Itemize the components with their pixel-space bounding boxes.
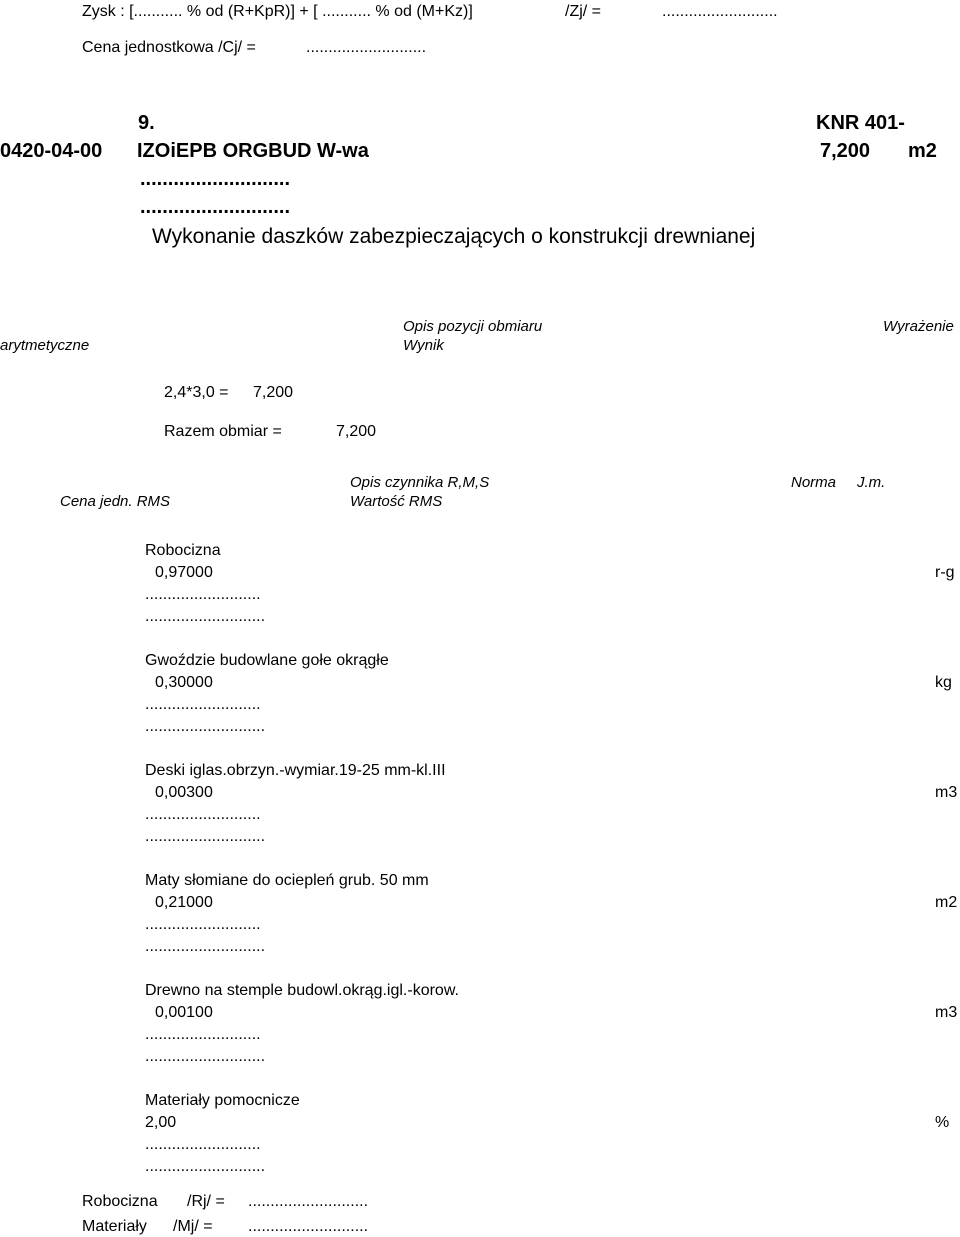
- rms-item-cena: ..........................: [145, 586, 261, 603]
- zysk-line: Zysk : [........... % od (R+KpR)] + [ ........... % od (M+Kz)]: [82, 3, 473, 20]
- footer-materialy-label: Materiały: [82, 1218, 147, 1235]
- rms-item-wartosc: ...........................: [145, 1048, 266, 1065]
- col-opis-czynnika: Opis czynnika R,M,S: [350, 474, 490, 491]
- rms-item-unit: m3: [935, 784, 958, 801]
- cena-jednostkowa-label: Cena jednostkowa /Cj/ =: [82, 39, 256, 56]
- rms-item-cena: ..........................: [145, 806, 261, 823]
- rms-item-unit: %: [935, 1114, 950, 1131]
- knr-source: IZOiEPB ORGBUD W-wa: [137, 140, 369, 162]
- rms-item-name: Gwoździe budowlane gołe okrągłe: [145, 652, 389, 669]
- rms-item-norma: 2,00: [145, 1114, 177, 1131]
- measurement-total-label: Razem obmiar =: [164, 423, 282, 440]
- rms-item-name: Drewno na stemple budowl.okrąg.igl.-korow.: [145, 982, 459, 999]
- rms-item-norma: 0,21000: [155, 894, 213, 911]
- position-unit: m2: [908, 140, 937, 162]
- rms-item-unit: r-g: [935, 564, 955, 581]
- rms-item-cena: ..........................: [145, 1136, 261, 1153]
- measurement-total-value: 7,200: [336, 423, 377, 440]
- rms-item-wartosc: ...........................: [145, 938, 266, 955]
- rms-item-wartosc: ...........................: [145, 828, 266, 845]
- col-norma: Norma: [791, 474, 837, 491]
- measurement-expression: 2,4*3,0 =: [164, 384, 229, 401]
- footer-robocizna-value: ...........................: [248, 1193, 369, 1210]
- rms-item-name: Robocizna: [145, 542, 221, 559]
- footer-robocizna-label: Robocizna: [82, 1193, 158, 1210]
- rms-item-wartosc: ...........................: [145, 1158, 266, 1175]
- knr-code: 0420-04-00: [0, 140, 103, 162]
- rms-item-cena: ..........................: [145, 696, 261, 713]
- col-cena-jedn-rms: Cena jedn. RMS: [60, 493, 171, 510]
- position-quantity: 7,200: [820, 140, 871, 162]
- rms-item-unit: kg: [935, 674, 952, 691]
- col-arytmetyczne: arytmetyczne: [0, 337, 90, 354]
- rms-item-norma: 0,00100: [155, 1004, 213, 1021]
- cena-jednostkowa-value: ...........................: [306, 39, 427, 56]
- position-number: 9.: [138, 112, 155, 134]
- position-description: Wykonanie daszków zabezpieczających o konstrukcji drewnianej: [152, 225, 756, 248]
- rms-item-wartosc: ...........................: [145, 718, 266, 735]
- rms-item-cena: ..........................: [145, 916, 261, 933]
- price-dots-1: ...........................: [140, 168, 291, 190]
- rms-item-unit: m3: [935, 1004, 958, 1021]
- rms-item-name: Materiały pomocnicze: [145, 1092, 300, 1109]
- footer-robocizna-code: /Rj/ =: [187, 1193, 225, 1210]
- rms-item-norma: 0,30000: [155, 674, 213, 691]
- col-wartosc-rms: Wartość RMS: [350, 493, 443, 510]
- footer-materialy-value: ...........................: [248, 1218, 369, 1235]
- col-opis-pozycji: Opis pozycji obmiaru: [403, 318, 543, 335]
- zj-value: ..........................: [662, 3, 778, 20]
- rms-item-cena: ..........................: [145, 1026, 261, 1043]
- rms-item-name: Maty słomiane do ociepleń grub. 50 mm: [145, 872, 429, 889]
- footer-materialy-code: /Mj/ =: [173, 1218, 213, 1235]
- rms-item-unit: m2: [935, 894, 958, 911]
- col-wyrazenie: Wyrażenie: [883, 318, 954, 335]
- col-wynik: Wynik: [403, 337, 444, 354]
- zj-label: /Zj/ =: [565, 3, 602, 20]
- measurement-result: 7,200: [253, 384, 294, 401]
- rms-item-name: Deski iglas.obrzyn.-wymiar.19-25 mm-kl.III: [145, 762, 446, 779]
- price-dots-2: ...........................: [140, 196, 291, 218]
- rms-item-wartosc: ...........................: [145, 608, 266, 625]
- rms-item-norma: 0,00300: [155, 784, 213, 801]
- col-jm: J.m.: [857, 474, 886, 491]
- rms-item-norma: 0,97000: [155, 564, 213, 581]
- knr-prefix: KNR 401-: [816, 112, 905, 134]
